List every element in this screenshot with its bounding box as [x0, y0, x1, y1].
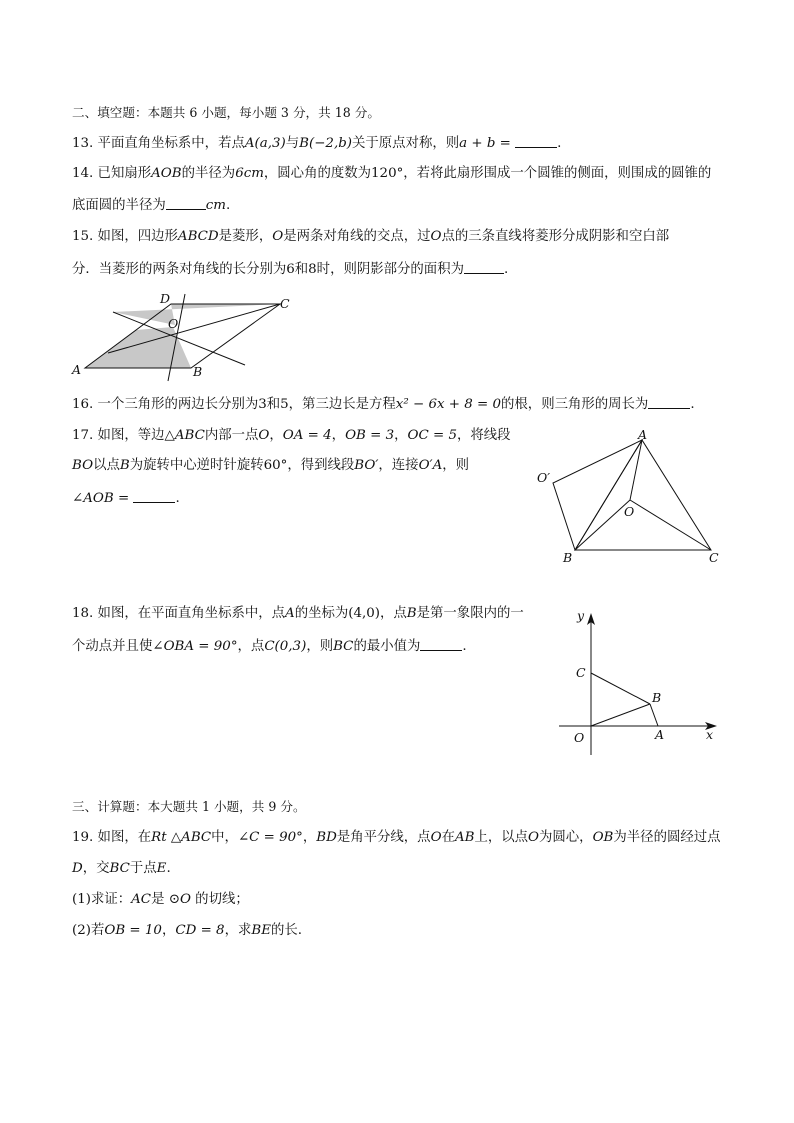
question-19-part-1 [72, 891, 249, 909]
q15-end: . [503, 262, 509, 277]
label-a: A [638, 427, 648, 442]
q16-equation: x² − 6x + 8 = 0 [395, 397, 502, 412]
q16-text: 的根，则三角形的周长为 [501, 397, 649, 412]
triangle-abc [575, 440, 711, 550]
q14-text: 底面圆的半径为 [72, 198, 166, 213]
q17-segment-o-prime-a: O′A [418, 458, 443, 473]
question-19-line-2 [72, 860, 171, 878]
q18-end: . [462, 639, 467, 654]
label-b: B [652, 690, 662, 705]
q18-text: 是第一象限内的一 [416, 606, 524, 621]
label-b: B [563, 550, 573, 565]
label-x: x [706, 727, 714, 742]
q19-triangle: Rt △ABC [151, 830, 212, 845]
q14-unit: cm [205, 198, 226, 213]
question-16 [72, 395, 695, 414]
q15-text: 15. 如图，四边形 [72, 229, 178, 244]
question-15-line-1 [72, 228, 669, 246]
q18-text: 的坐标为 [294, 606, 349, 621]
q19-cd-value: CD = 8 [175, 923, 225, 938]
q19-text: 是角平分线，点 [336, 830, 431, 845]
rotated-segment-quad [553, 440, 642, 550]
q17-segment-bo: BO [72, 458, 94, 473]
label-c: C [280, 296, 290, 311]
q18-point-a: A [285, 606, 295, 621]
q13-text: 13. 平面直角坐标系中，若点 [72, 136, 245, 151]
rhombus-shaded-region [85, 327, 191, 368]
q15-rhombus-figure [70, 288, 300, 383]
q17-point-b: B [119, 458, 130, 473]
q14-angle: 120° [371, 166, 404, 181]
q13-point-a: A(a,3) [244, 136, 286, 151]
q17-text: ， [331, 428, 346, 443]
answer-blank[interactable] [648, 395, 690, 409]
answer-blank[interactable] [464, 260, 504, 274]
q19-segment-ab: AB [454, 830, 475, 845]
q19-point-e: E [156, 861, 167, 876]
q13-text: 关于原点对称，则 [352, 136, 460, 151]
q19-text: ，交 [82, 861, 110, 876]
q19-segment-bd: BD [316, 830, 337, 845]
label-c: C [576, 665, 586, 680]
segment-ob [591, 704, 650, 726]
question-18-line-1 [72, 605, 524, 623]
q13-point-b: B(−2,b) [299, 136, 352, 151]
q19-text: 中， [211, 830, 238, 845]
question-19-part-2 [72, 922, 302, 940]
question-14-line-1 [72, 165, 711, 183]
q18-text: ，则 [306, 639, 334, 654]
segment-co [630, 500, 711, 550]
q17-oc: OC = 5 [407, 428, 458, 443]
q19-text: 的切线； [190, 892, 249, 907]
q17-text: 为旋转中心逆时针旋转60°，得到线段 [129, 458, 355, 473]
q19-text: (2)若 [72, 923, 105, 938]
q19-point-o: O [528, 830, 540, 845]
q19-text: 是 ⊙ [151, 892, 180, 907]
q15-point-o: O [430, 229, 442, 244]
answer-blank[interactable] [515, 134, 557, 148]
q15-text: 分．当菱形的两条对角线的长分别为6和8时，则阴影部分的面积为 [72, 262, 464, 277]
q17-text: ， [269, 428, 283, 443]
q14-text: 14. 已知扇形 [72, 166, 152, 181]
segment-cb [591, 673, 650, 704]
label-d: D [160, 291, 171, 306]
q18-coordinate-figure [555, 605, 725, 755]
q13-text: 与 [285, 136, 300, 151]
segment-bo [575, 500, 630, 550]
q19-text: 在 [441, 830, 455, 845]
label-c: C [709, 550, 719, 565]
q14-text: ，圆心角的度数为 [263, 166, 372, 181]
segment-ba [650, 704, 658, 726]
q17-text: 17. 如图，等边 [72, 428, 165, 443]
label-o-prime: O′ [537, 470, 551, 485]
q13-expression: a + b = [459, 136, 511, 151]
q14-end: . [225, 198, 231, 213]
q17-text: ，将线段 [457, 428, 511, 443]
q17-segment-bo-prime: BO′ [354, 458, 379, 473]
question-17-line-1 [72, 427, 511, 445]
q19-text: ， [302, 830, 317, 845]
q13-end: . [557, 136, 562, 151]
q17-text: ，则 [442, 458, 470, 473]
q19-text: 于点 [129, 861, 157, 876]
answer-blank[interactable] [420, 637, 462, 651]
q17-text: 以点 [93, 458, 120, 473]
q17-angle: ∠AOB = [72, 491, 130, 506]
q19-text: 为圆心， [539, 830, 593, 845]
q19-segment-bc: BC [109, 861, 130, 876]
q18-point-b: B [406, 606, 417, 621]
q17-text: ，连接 [378, 458, 419, 473]
q19-segment-ob: OB [592, 830, 614, 845]
q17-triangle-figure [535, 428, 725, 568]
question-18-line-2 [72, 637, 467, 656]
q19-text: ，求 [224, 923, 252, 938]
q19-segment-ac: AC [131, 892, 152, 907]
question-19-line-1 [72, 829, 721, 847]
q17-text: ， [394, 428, 408, 443]
label-a: A [72, 362, 82, 377]
q17-oa: OA = 4 [282, 428, 332, 443]
section-3-heading: 三、计算题：本大题共 1 小题，共 9 分。 [72, 799, 306, 814]
q15-text: 是两条对角线的交点，过 [283, 229, 431, 244]
q16-text: 16. 一个三角形的两边长分别为3和5，第三边长是方程 [72, 397, 396, 412]
q18-point-c: C(0,3) [264, 639, 307, 654]
q18-a-coordinate: (4,0) [348, 606, 381, 621]
q14-sector-name: AOB [151, 166, 182, 181]
label-o: O [168, 316, 179, 331]
q15-text: 点的三条直线将菱形分成阴影和空白部 [441, 229, 670, 244]
question-15-line-2 [72, 260, 508, 279]
question-13 [72, 134, 561, 153]
label-a: A [655, 727, 665, 742]
q19-text: 为半径的圆经过点 [613, 830, 721, 845]
answer-blank[interactable] [133, 489, 175, 503]
q14-radius: 6cm [235, 166, 264, 181]
q16-end: . [690, 397, 695, 412]
q19-angle-c: ∠C = 90° [237, 830, 303, 845]
q19-circle-o: O [179, 892, 191, 907]
section-2-heading: 二、填空题：本题共 6 小题，每小题 3 分，共 18 分。 [72, 105, 380, 120]
q19-text: 的长. [270, 923, 303, 938]
q15-text: 是菱形， [218, 229, 273, 244]
q18-segment-bc: BC [333, 639, 354, 654]
q14-text: 的半径为 [181, 166, 236, 181]
q19-text: 上，以点 [474, 830, 529, 845]
q19-text: (1)求证： [72, 892, 132, 907]
q15-rhombus-name: ABCD [177, 229, 219, 244]
q18-text: 的最小值为 [353, 639, 421, 654]
question-14-line-2 [72, 196, 230, 215]
label-o: O [574, 730, 585, 745]
q17-end: . [175, 491, 180, 506]
q17-text: 内部一点 [204, 428, 259, 443]
q18-text: ，点 [380, 606, 407, 621]
q19-point-o: O [430, 830, 442, 845]
q19-point-d: D [72, 861, 83, 876]
q18-angle: ∠OBA = 90° [152, 639, 238, 654]
q18-text: 个动点并且使 [72, 639, 153, 654]
q19-text: . [166, 861, 171, 876]
q18-text: ，点 [237, 639, 265, 654]
label-o: O [624, 504, 635, 519]
q15-point-o: O [272, 229, 284, 244]
q19-text: ， [161, 923, 176, 938]
label-b: B [193, 364, 203, 379]
label-y: y [577, 608, 585, 623]
q14-text: ，若将此扇形围成一个圆锥的侧面，则围成的圆锥的 [403, 166, 712, 181]
q17-ob: OB = 3 [345, 428, 395, 443]
question-17-line-3 [72, 489, 180, 508]
q19-segment-be: BE [251, 923, 271, 938]
q19-text: 19. 如图，在 [72, 830, 152, 845]
answer-blank[interactable] [166, 196, 206, 210]
q18-text: 18. 如图，在平面直角坐标系中，点 [72, 606, 286, 621]
q19-ob-value: OB = 10 [104, 923, 162, 938]
question-17-line-2 [72, 457, 469, 475]
q17-point-o: O [258, 428, 270, 443]
q17-triangle: △ABC [164, 428, 205, 443]
